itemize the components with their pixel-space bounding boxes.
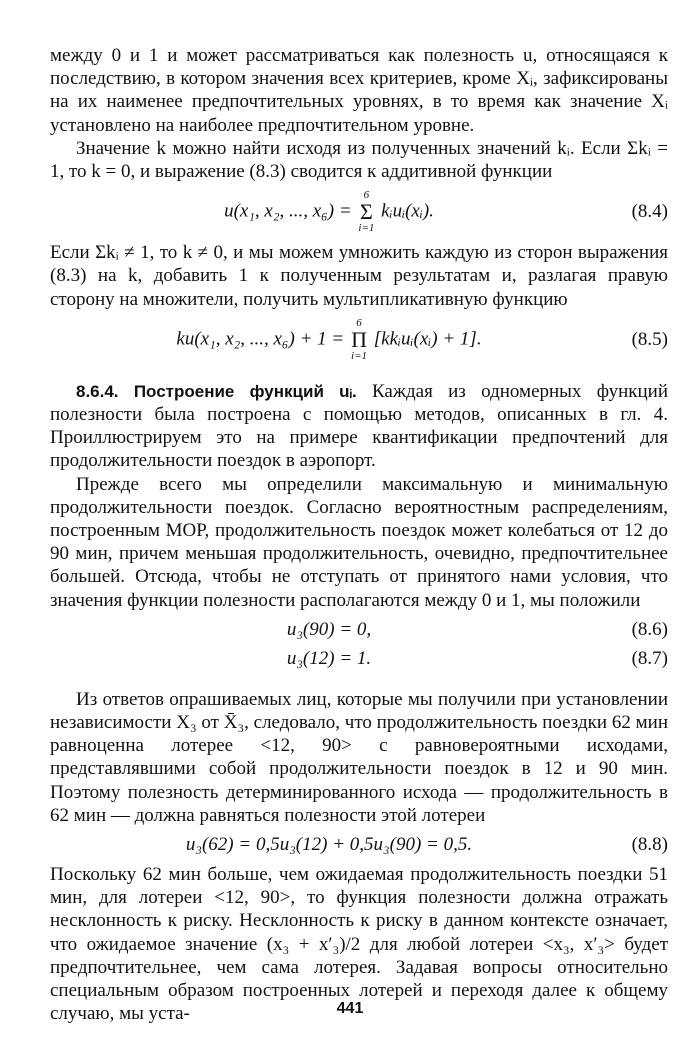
section-text: Каждая из одномерных функций полезности была построена с помощью методов, описанных в гл. 4. Проиллюстрируем это на примере квантификации предпочтений для продолжительности поездок в аэропорт. [50, 380, 668, 472]
paragraph-5: Прежде всего мы определили максимальную и минимальную продолжительности поездок. Согласно вероятностным распределениям, построенным МОР, продолжительность поездок может колебаться от 12 до 90 мин, причем меньшая продолжительность, очевидно, предпочтительнее большей. Отсюда, чтобы не отступать от принятого нами условия, что значения функции полезности располагаются между 0 и 1, мы положили [50, 473, 668, 611]
equation-number-8-8: (8.8) [631, 834, 668, 856]
paragraph-7: Поскольку 62 мин больше, чем ожидаемая продолжительность поездки 51 мин, для лотереи <12, 90>, то функция полезности должна отражать несклонность к риску. Несклонность к риску в данном контексте означает, что ожидаемое значение (x₃ + x′₃)/2 для любой лотереи <x₃, x′₃> будет предпочтительнее, чем сама лотерея. Задавая вопросы относительно специальным образом построенных лотерей и переходя далее к общему случаю, мы уста- [50, 864, 668, 1025]
paragraph-6: Из ответов опрашиваемых лиц, которые мы получили при установлении независимости X₃ от X̄₃, следовало, что продолжительность поездки 62 мин равноценна лотерее <12, 90> с равновероятными исходами, представлявшими собой продолжительности поездок в 12 и 90 мин. Поэтому полезность детерминированного исхода — продолжительность в 62 мин — должна равняться полезности этой лотереи [50, 688, 668, 826]
eq-8-8-body: u₃(62) = 0,5u₃(12) + 0,5u₃(90) = 0,5. [185, 834, 473, 856]
equation-8-6 [50, 619, 668, 641]
eq-8-6-body: u₃(90) = 0, [286, 618, 372, 640]
product-symbol: Π [351, 326, 367, 352]
page-number: 441 [336, 1000, 364, 1017]
equation-number-8-7: (8.7) [631, 647, 668, 669]
paragraph-2: Значение k можно найти исходя из полученных значений kᵢ. Если Σkᵢ = 1, то k = 0, и выражение (8.3) сводится к аддитивной функции [50, 137, 668, 183]
eq-8-4-right: kᵢuᵢ(xᵢ). [381, 200, 434, 222]
eq-8-4-left: u(x₁, x₂, ..., x₆) = [224, 200, 352, 222]
sum-lower-limit: i=1 [358, 222, 375, 235]
product-upper-limit: 6 [356, 316, 362, 329]
equation-8-5 [50, 318, 668, 362]
sum-symbol: Σ [359, 199, 373, 225]
paragraph-section-8-6-4 [50, 380, 668, 473]
equation-8-4 [50, 190, 668, 234]
equation-number-8-4: (8.4) [631, 201, 668, 223]
equation-number-8-5: (8.5) [631, 328, 668, 350]
sum-operator [358, 190, 374, 234]
eq-8-5-left: ku(x₁, x₂, ..., x₆) + 1 = [176, 328, 345, 350]
paragraph-3: Если Σkᵢ ≠ 1, то k ≠ 0, и мы можем умножить каждую из сторон выражения (8.3) на k, добавить 1 к полученным результатам и, разлагая правую сторону на множители, получить мультипликативную функцию [50, 242, 668, 310]
eq-8-7-body: u₃(12) = 1. [286, 647, 372, 669]
equation-8-7 [50, 648, 668, 670]
product-lower-limit: i=1 [351, 349, 367, 362]
sum-upper-limit: 6 [363, 189, 370, 202]
section-heading: 8.6.4. Построение функций uᵢ. [76, 381, 357, 401]
paragraph-1: между 0 и 1 и может рассматриваться как полезность u, относящаяся к последствию, в котором значения всех критериев, кроме Xᵢ, зафиксированы на их наименее предпочтительных уровнях, в то время как значение Xᵢ установлено на наиболее предпочтительном уровне. [50, 45, 668, 136]
product-operator [351, 318, 367, 362]
equation-8-8 [50, 834, 668, 856]
eq-8-5-right: [kkᵢuᵢ(xᵢ) + 1]. [373, 328, 482, 350]
equation-number-8-6: (8.6) [631, 618, 668, 640]
